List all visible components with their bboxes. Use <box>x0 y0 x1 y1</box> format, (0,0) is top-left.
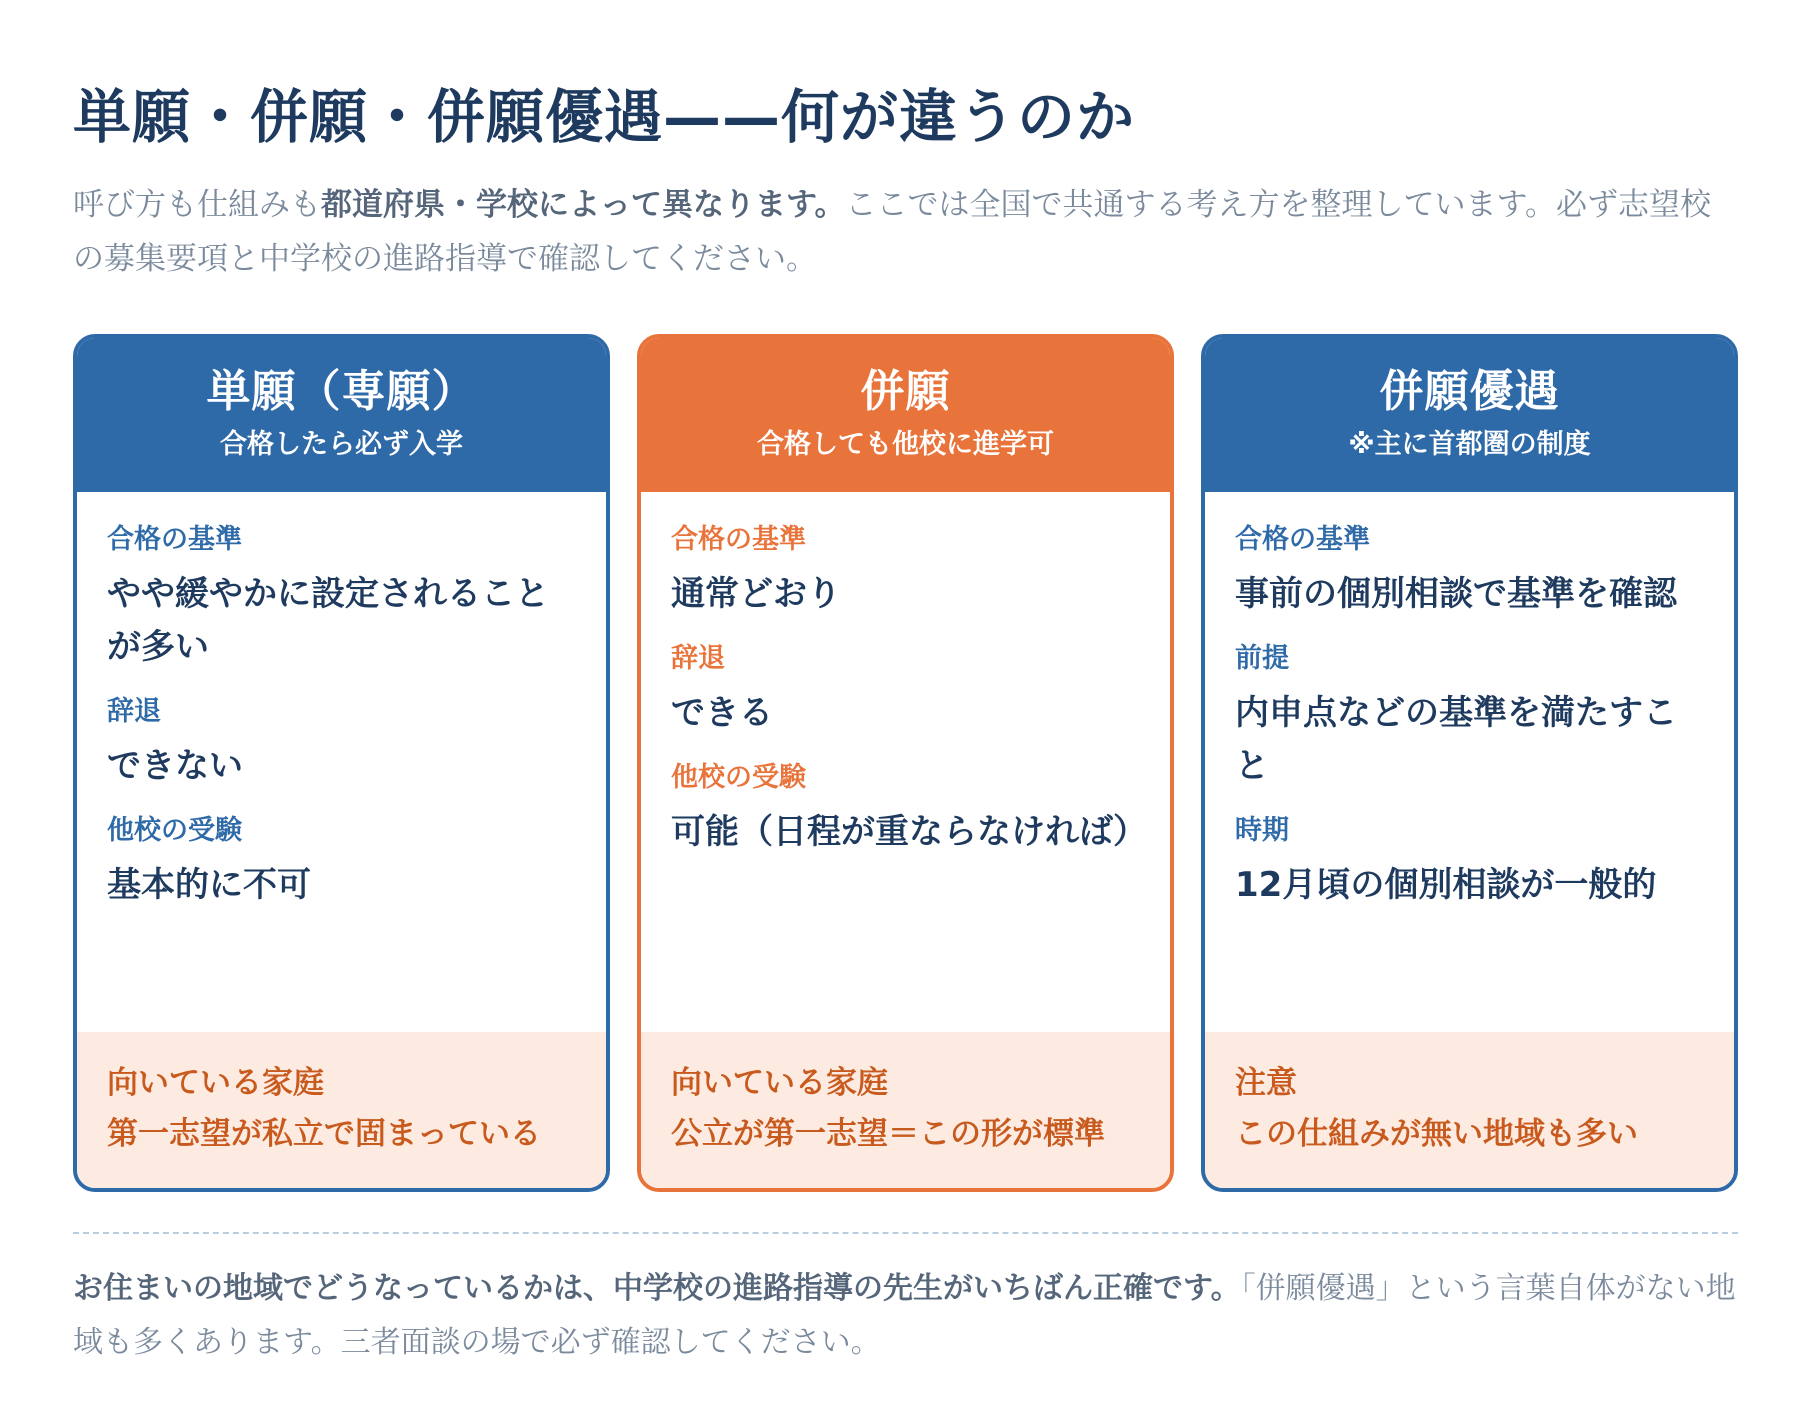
footer-note <box>73 1262 1738 1370</box>
card-title: 併願 <box>860 366 951 417</box>
footer-note-text: 「併願優遇」という言葉自体がない地域も多くあります。三者面談の場で必ず確認してください。 <box>73 1271 1736 1360</box>
row-label: 時期 <box>1235 815 1289 846</box>
dashed-divider <box>73 1232 1738 1234</box>
card-heigan-yuugu <box>1201 334 1738 1192</box>
row-label: 前提 <box>1235 643 1289 674</box>
footer-text: この仕組みが無い地域も多い <box>1235 1116 1638 1152</box>
card-header <box>77 338 606 492</box>
card-subtitle: ※主に首都圏の制度 <box>1348 429 1591 460</box>
lead-text-1: 呼び方も仕組みも <box>73 187 321 223</box>
card-title: 単願（専願） <box>206 366 477 417</box>
card-title: 併願優遇 <box>1379 366 1560 417</box>
card-footer <box>1205 1032 1734 1188</box>
lead-emphasis: 都道府県・学校によって異なります。 <box>321 187 846 223</box>
row-value: 事前の個別相談で基準を確認 <box>1235 574 1677 614</box>
row-label: 辞退 <box>671 643 725 674</box>
footer-label: 向いている家庭 <box>671 1065 888 1101</box>
card-heigan <box>637 334 1174 1192</box>
row-value: できる <box>671 693 773 733</box>
card-tangan <box>73 334 610 1192</box>
card-header <box>1205 338 1734 492</box>
row-value: やや緩やかに設定されることが多い <box>107 574 549 667</box>
comparison-cards <box>73 334 1738 1192</box>
card-footer <box>77 1032 606 1188</box>
row-label: 合格の基準 <box>671 524 806 555</box>
card-body <box>1205 492 1734 912</box>
footer-label: 注意 <box>1235 1065 1297 1101</box>
row-value: 通常どおり <box>671 574 841 614</box>
card-footer <box>641 1032 1170 1188</box>
lead-paragraph <box>73 178 1727 286</box>
card-header <box>641 338 1170 492</box>
lead-text-2: ここでは全国で共通する考え方を整理しています。必ず志望校の募集要項と中学校の進路指導で確認してください。 <box>73 187 1712 277</box>
footer-text: 公立が第一志望＝この形が標準 <box>671 1116 1105 1152</box>
row-value: 基本的に不可 <box>107 865 311 905</box>
card-body <box>77 492 606 912</box>
row-value: 内申点などの基準を満たすこと <box>1235 693 1677 786</box>
row-value: できない <box>107 746 243 786</box>
row-label: 合格の基準 <box>107 524 242 555</box>
row-value: 12月頃の個別相談が一般的 <box>1235 865 1657 905</box>
card-subtitle: 合格したら必ず入学 <box>220 429 463 460</box>
page-title: 単願・併願・併願優遇——何が違うのか <box>73 83 1136 151</box>
row-value: 可能（日程が重ならなければ） <box>671 812 1147 852</box>
row-label: 他校の受験 <box>671 762 806 793</box>
card-subtitle: 合格しても他校に進学可 <box>757 429 1054 460</box>
footer-label: 向いている家庭 <box>107 1065 324 1101</box>
row-label: 合格の基準 <box>1235 524 1370 555</box>
row-label: 辞退 <box>107 696 161 727</box>
row-label: 他校の受験 <box>107 815 242 846</box>
footer-emphasis: お住まいの地域でどうなっているかは、中学校の進路指導の先生がいちばん正確です。 <box>73 1271 1241 1306</box>
card-body <box>641 492 1170 859</box>
footer-text: 第一志望が私立で固まっている <box>107 1116 541 1152</box>
